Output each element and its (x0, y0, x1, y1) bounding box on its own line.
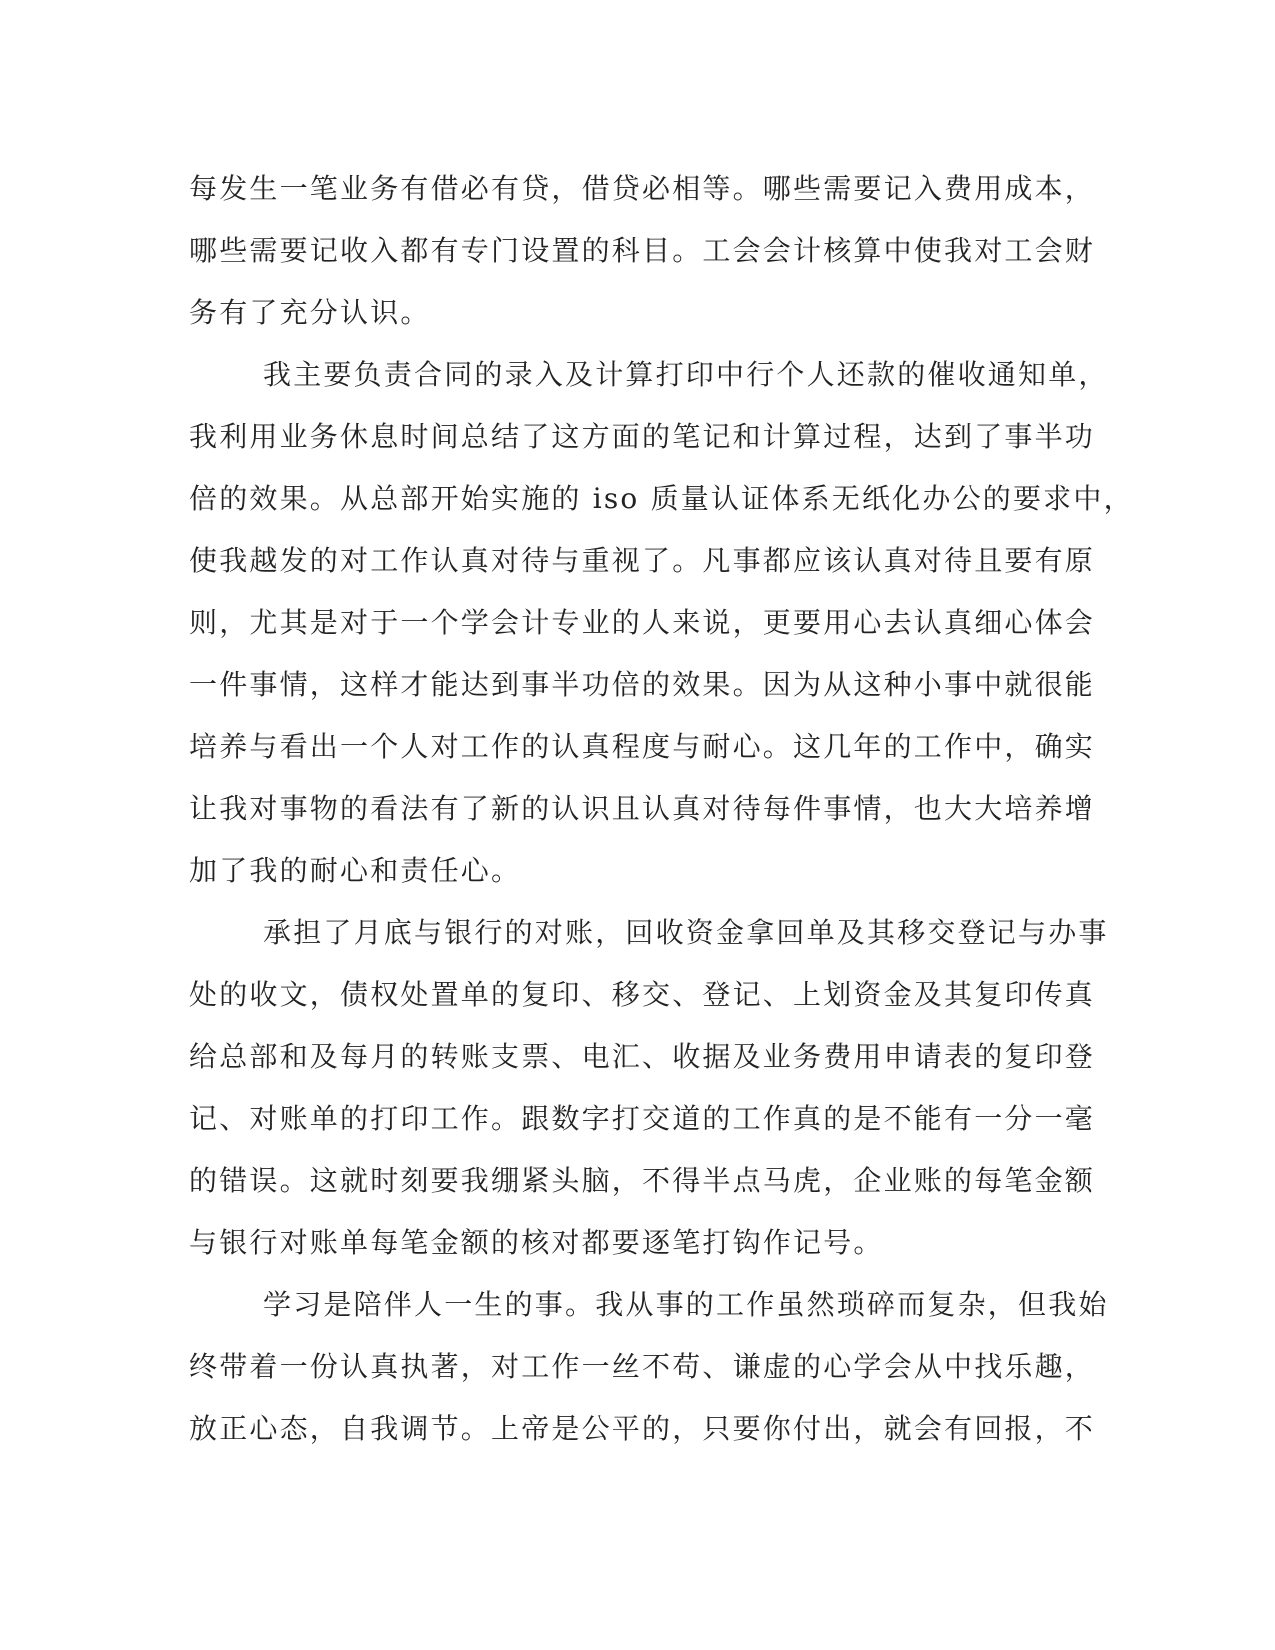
paragraph-3 (189, 902, 1109, 1274)
text-line: 的错误。这就时刻要我绷紧头脑，不得半点马虎，企业账的每笔金额 (189, 1164, 1096, 1197)
text-line: 加了我的耐心和责任心。 (189, 854, 522, 887)
text-line: 培养与看出一个人对工作的认真程度与耐心。这几年的工作中，确实 (189, 730, 1096, 763)
paragraph-1 (189, 158, 1096, 344)
text-line: 我利用业务休息时间总结了这方面的笔记和计算过程，达到了事半功 (189, 420, 1096, 453)
text-line: 放正心态，自我调节。上帝是公平的，只要你付出，就会有回报，不 (189, 1412, 1096, 1445)
text-line: 与银行对账单每笔金额的核对都要逐笔打钩作记号。 (189, 1226, 884, 1259)
text-line: 使我越发的对工作认真对待与重视了。凡事都应该认真对待且要有原 (189, 544, 1096, 577)
text-line: 让我对事物的看法有了新的认识且认真对待每件事情，也大大培养增 (189, 792, 1096, 825)
paragraph-4 (189, 1274, 1109, 1460)
text-line: 给总部和及每月的转账支票、电汇、收据及业务费用申请表的复印登 (189, 1040, 1096, 1073)
text-line: 记、对账单的打印工作。跟数字打交道的工作真的是不能有一分一毫 (189, 1102, 1096, 1135)
body-text (189, 158, 1134, 1460)
text-line: 倍的效果。从总部开始实施的 iso 质量认证体系无纸化办公的要求中， (189, 482, 1134, 515)
text-line: 一件事情，这样才能达到事半功倍的效果。因为从这种小事中就很能 (189, 668, 1096, 701)
text-line: 承担了月底与银行的对账，回收资金拿回单及其移交登记与办事 (263, 916, 1109, 949)
text-line: 哪些需要记收入都有专门设置的科目。工会会计核算中使我对工会财 (189, 234, 1096, 267)
text-line: 每发生一笔业务有借必有贷，借贷必相等。哪些需要记入费用成本， (189, 172, 1096, 205)
text-line: 我主要负责合同的录入及计算打印中行个人还款的催收通知单， (263, 358, 1109, 391)
text-line: 处的收文，债权处置单的复印、移交、登记、上划资金及其复印传真 (189, 978, 1096, 1011)
text-line: 终带着一份认真执著，对工作一丝不苟、谦虚的心学会从中找乐趣， (189, 1350, 1096, 1383)
paragraph-2 (189, 344, 1134, 902)
text-line: 学习是陪伴人一生的事。我从事的工作虽然琐碎而复杂，但我始 (263, 1288, 1109, 1321)
text-line: 则，尤其是对于一个学会计专业的人来说，更要用心去认真细心体会 (189, 606, 1096, 639)
text-line: 务有了充分认识。 (189, 296, 431, 329)
